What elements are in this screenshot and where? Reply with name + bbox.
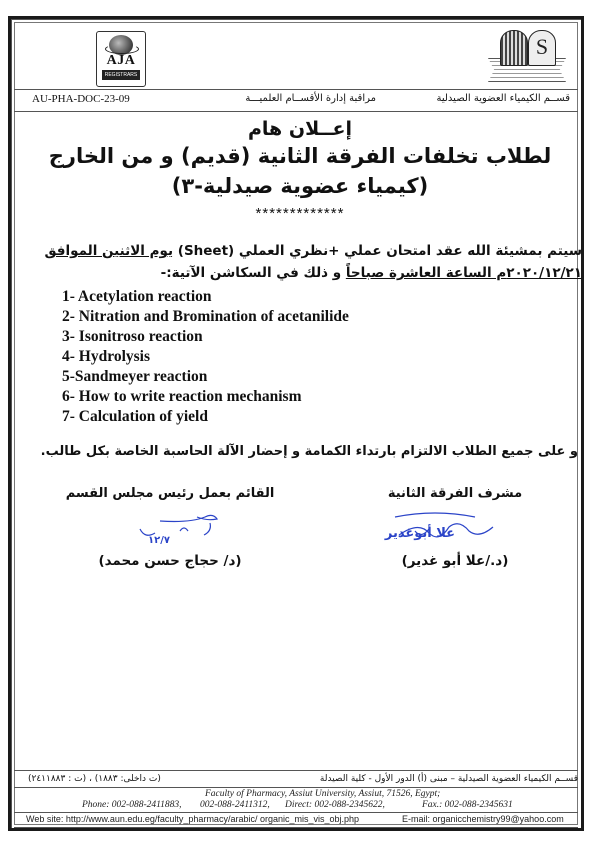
- signatory-name: (د./علا أبو غدير): [401, 553, 509, 569]
- footer-divider-4: [14, 827, 578, 828]
- list-item: 3- Isonitroso reaction: [62, 328, 203, 345]
- footer-website[interactable]: Web site: http://www.aun.edu.eg/faculty_pharmacy/arabic/ organic_mis_vis_obj.php: [26, 814, 360, 824]
- document-code: AU-PHA-DOC-23-09: [32, 93, 130, 105]
- signature-block-head: [60, 486, 280, 569]
- signatory-name: (د/ حجاج حسن محمد): [98, 553, 242, 569]
- signature-block-supervisor: [355, 486, 555, 569]
- signature-handwriting: علا أبوغدير: [384, 526, 455, 541]
- exam-text: سيتم بمشيئة الله عقد امتحان عملي +نظري العملي: [234, 243, 582, 259]
- list-item: 6- How to write reaction mechanism: [62, 388, 302, 405]
- footer-email[interactable]: E-mail: organicchemistry99@yahoo.com: [402, 814, 564, 824]
- sections-intro: و ذلك في السكاشن الآتية:-: [160, 265, 346, 281]
- handwritten-signature: [60, 507, 280, 547]
- footer-phone: Phone: 002-088-2411883,: [82, 800, 182, 810]
- mask-calculator-note: و على جميع الطلاب الالتزام بارتداء الكمامة و إحضار الآلة الحاسبة الخاصة بكل طالب.: [40, 444, 578, 459]
- faculty-pharmacy-logo: [488, 28, 566, 84]
- signature-title: القائم بعمل رئيس مجلس القسم: [65, 486, 275, 501]
- handwritten-signature: [355, 507, 555, 547]
- list-item: 2- Nitration and Bromination of acetanilide: [62, 308, 349, 325]
- announcement-title: إعــلان هام: [248, 118, 352, 140]
- header-divider-top: [14, 89, 578, 90]
- sheet-text: (Sheet): [173, 243, 235, 259]
- footer-dept-address: قســم الكيمياء العضوية الصيدلية – مبنى (أ) الدور الأول - كلية الصيدلة: [319, 774, 578, 784]
- exam-paragraph-line1: [22, 240, 582, 262]
- exam-paragraph-line2: [22, 262, 582, 284]
- footer-extension: (ت داخلى: ١٨٨٣) ، (ت : ٢٤١١٨٨٣): [28, 774, 161, 784]
- aja-logo-text: AJA: [106, 53, 136, 68]
- footer-faculty-address: Faculty of Pharmacy, Assiut University, Assiut, 71526, Egypt;: [205, 789, 441, 799]
- footer-divider-3: [14, 812, 578, 813]
- aja-logo-band: REGISTRARS: [102, 70, 140, 80]
- signature-title: مشرف الفرقة الثانية: [387, 486, 523, 501]
- office-name: مراقبة إدارة الأقســام العلميـــة: [245, 93, 376, 104]
- header-row: [16, 93, 576, 109]
- list-item: 5-Sandmeyer reaction: [62, 368, 208, 385]
- pharmacy-snake-icon: S: [528, 30, 556, 66]
- footer-phone2: 002-088-2411312,: [200, 800, 270, 810]
- aja-registrars-logo: [96, 31, 146, 87]
- list-item: 4- Hydrolysis: [62, 348, 150, 365]
- footer-divider-1: [14, 770, 578, 771]
- list-item: 7- Calculation of yield: [62, 408, 208, 425]
- stars-separator: *************: [255, 205, 345, 222]
- list-item: 1- Acetylation reaction: [62, 288, 212, 305]
- footer-divider-2: [14, 787, 578, 788]
- exam-date-time: ٢٠٢٠/١٢/٢١م الساعة العاشرة صباحاً: [345, 265, 582, 281]
- course-name: (كيمياء عضوية صيدلية-٣): [171, 174, 429, 198]
- footer-direct: Direct: 002-088-2345622,: [285, 800, 385, 810]
- exam-day: يوم الاثنين الموافق: [44, 243, 174, 259]
- department-name: قســم الكيمياء العضوية الصيدلية: [436, 93, 570, 104]
- header-divider-bottom: [14, 111, 578, 112]
- signature-date: ١٢/٧: [148, 535, 170, 546]
- sections-list: [62, 287, 349, 427]
- footer-fax: Fax.: 002-088-2345631: [422, 800, 513, 810]
- university-arch-icon: [500, 30, 528, 66]
- announcement-subtitle: لطلاب تخلفات الفرقة الثانية (قديم) و من الخارج: [48, 144, 552, 168]
